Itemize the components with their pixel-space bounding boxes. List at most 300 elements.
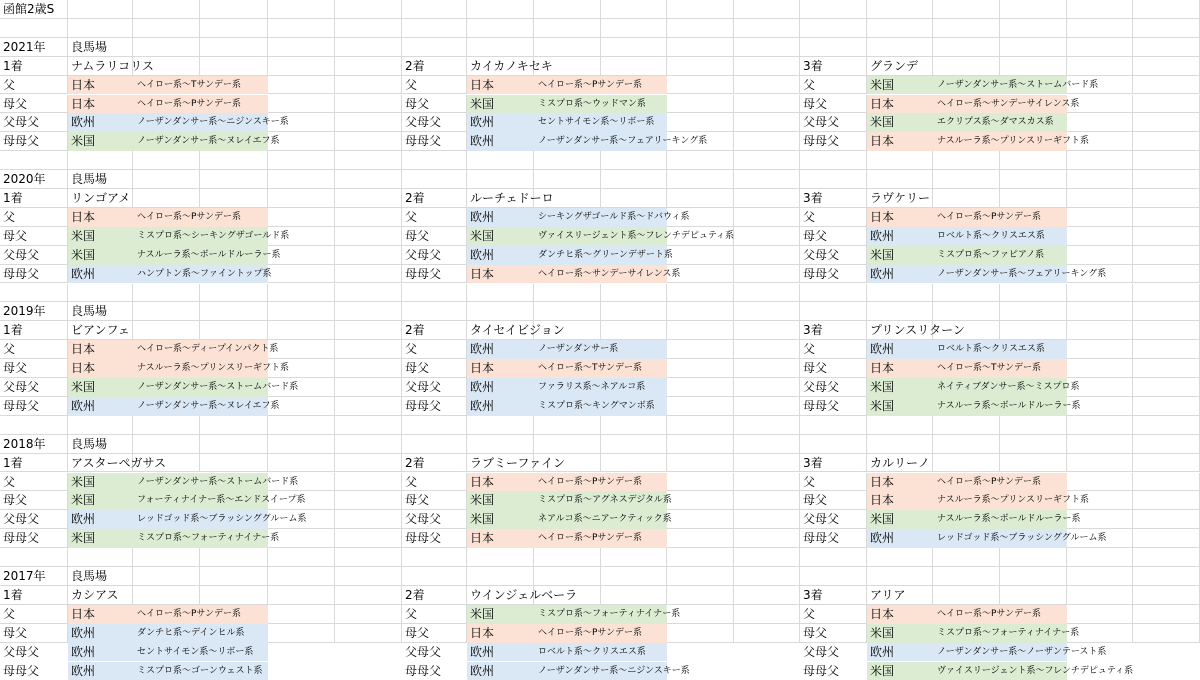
grid-cell[interactable] [1133,605,1200,624]
grid-cell[interactable] [335,57,402,76]
grid-cell[interactable] [734,510,800,529]
grid-cell[interactable] [68,416,133,435]
grid-cell[interactable] [667,624,734,643]
grid-cell[interactable] [1133,321,1200,340]
grid-cell[interactable] [800,567,867,586]
grid-cell[interactable] [800,416,867,435]
grid-cell[interactable] [335,491,402,510]
grid-cell[interactable] [335,0,402,19]
grid-cell[interactable] [1133,284,1200,303]
grid-cell[interactable] [867,548,933,567]
sire-line-cell: ヘイロー系～Pサンデー系 [933,605,1067,624]
grid-cell[interactable] [467,302,534,321]
grid-cell[interactable] [467,416,534,435]
grid-cell[interactable] [335,189,402,208]
grid-cell[interactable] [467,567,534,586]
grid-cell[interactable] [1133,435,1200,454]
grid-cell[interactable] [667,113,734,132]
grid-cell[interactable] [534,435,601,454]
grid-cell[interactable] [601,19,667,38]
grid-cell[interactable] [467,0,534,19]
grid-cell[interactable] [467,38,534,57]
grid-cell[interactable] [734,113,800,132]
grid-cell[interactable] [933,151,1000,170]
grid-cell[interactable] [534,0,601,19]
grid-cell[interactable] [867,284,933,303]
grid-cell[interactable] [734,246,800,265]
grid-cell[interactable] [200,38,268,57]
grid-cell[interactable] [1067,321,1133,340]
grid-cell[interactable] [933,548,1000,567]
grid-cell[interactable] [867,416,933,435]
grid-cell[interactable] [734,284,800,303]
grid-cell[interactable] [402,548,467,567]
grid-cell[interactable] [1067,567,1133,586]
grid-cell[interactable] [1133,208,1200,227]
grid-cell[interactable] [534,38,601,57]
grid-cell[interactable] [200,19,268,38]
grid-cell[interactable] [667,378,734,397]
grid-cell[interactable] [667,548,734,567]
grid-cell[interactable] [734,491,800,510]
grid-cell[interactable] [534,19,601,38]
grid-cell[interactable] [402,38,467,57]
grid-cell[interactable] [734,95,800,114]
grid-cell[interactable] [335,302,402,321]
grid-cell[interactable] [335,416,402,435]
grid-cell[interactable] [667,473,734,492]
grid-cell[interactable] [601,548,667,567]
grid-cell[interactable] [933,170,1000,189]
grid-cell[interactable] [734,19,800,38]
grid-cell[interactable] [268,454,335,473]
grid-cell[interactable] [1133,76,1200,95]
grid-cell[interactable] [1133,151,1200,170]
grid-cell[interactable] [601,302,667,321]
grid-cell[interactable] [800,0,867,19]
grid-cell[interactable] [667,567,734,586]
grid-cell[interactable] [268,170,335,189]
grid-cell[interactable] [1133,529,1200,548]
grid-cell[interactable] [734,302,800,321]
grid-cell[interactable] [268,567,335,586]
grid-cell[interactable] [734,340,800,359]
grid-cell[interactable] [268,435,335,454]
grid-cell[interactable] [467,548,534,567]
grid-cell[interactable] [1067,151,1133,170]
grid-cell[interactable] [335,19,402,38]
grid-cell[interactable] [402,567,467,586]
grid-cell[interactable] [68,284,133,303]
grid-cell[interactable] [1133,57,1200,76]
grid-cell[interactable] [1133,0,1200,19]
grid-cell[interactable] [667,321,734,340]
grid-cell[interactable] [1133,340,1200,359]
grid-cell[interactable] [1000,151,1067,170]
grid-cell[interactable] [268,76,335,95]
grid-cell[interactable] [133,567,200,586]
grid-cell[interactable] [1133,132,1200,151]
grid-cell[interactable] [335,170,402,189]
grid-cell[interactable] [867,151,933,170]
grid-cell[interactable] [734,378,800,397]
grid-cell[interactable] [133,416,200,435]
grid-cell[interactable] [734,567,800,586]
grid-cell[interactable] [734,170,800,189]
grid-cell[interactable] [667,529,734,548]
grid-cell[interactable] [667,284,734,303]
grid-cell[interactable] [402,151,467,170]
grid-cell[interactable] [734,586,800,605]
grid-cell[interactable] [1133,416,1200,435]
grid-cell[interactable] [268,340,335,359]
grid-cell[interactable] [1000,38,1067,57]
grid-cell[interactable] [867,567,933,586]
grid-cell[interactable] [335,113,402,132]
grid-cell[interactable] [667,586,734,605]
grid-cell[interactable] [1067,340,1133,359]
grid-cell[interactable] [1067,227,1133,246]
grid-cell[interactable] [734,265,800,284]
grid-cell[interactable] [268,265,335,284]
grid-cell[interactable] [867,435,933,454]
grid-cell[interactable] [667,76,734,95]
grid-cell[interactable] [268,284,335,303]
grid-cell[interactable] [335,605,402,624]
grid-cell[interactable] [667,454,734,473]
grid-cell[interactable] [0,284,68,303]
grid-cell[interactable] [68,19,133,38]
grid-cell[interactable] [335,76,402,95]
grid-cell[interactable] [1133,170,1200,189]
grid-cell[interactable] [601,0,667,19]
grid-cell[interactable] [667,510,734,529]
grid-cell[interactable] [1067,416,1133,435]
grid-cell[interactable] [268,95,335,114]
grid-cell[interactable] [1067,38,1133,57]
grid-cell[interactable] [601,567,667,586]
grid-cell[interactable] [933,567,1000,586]
grid-cell[interactable] [734,359,800,378]
grid-cell[interactable] [1000,548,1067,567]
grid-cell[interactable] [1133,624,1200,643]
grid-cell[interactable] [467,435,534,454]
grid-cell[interactable] [133,0,200,19]
grid-cell[interactable] [1133,586,1200,605]
grid-cell[interactable] [734,435,800,454]
grid-cell[interactable] [734,76,800,95]
grid-cell[interactable] [268,586,335,605]
grid-cell[interactable] [933,284,1000,303]
grid-cell[interactable] [1133,454,1200,473]
grid-cell[interactable] [0,416,68,435]
grid-cell[interactable] [1000,567,1067,586]
grid-cell[interactable] [734,548,800,567]
grid-cell[interactable] [268,321,335,340]
grid-cell[interactable] [1133,491,1200,510]
grid-cell[interactable] [867,170,933,189]
grid-cell[interactable] [0,151,68,170]
grid-cell[interactable] [335,38,402,57]
grid-cell[interactable] [534,284,601,303]
grid-cell[interactable] [335,265,402,284]
grid-cell[interactable] [534,170,601,189]
grid-cell[interactable] [1067,57,1133,76]
grid-cell[interactable] [933,19,1000,38]
grid-cell[interactable] [1067,284,1133,303]
grid-cell[interactable] [867,38,933,57]
grid-cell[interactable] [601,435,667,454]
grid-cell[interactable] [133,302,200,321]
grid-cell[interactable] [1067,170,1133,189]
grid-cell[interactable] [800,19,867,38]
grid-cell[interactable] [1067,548,1133,567]
grid-cell[interactable] [133,284,200,303]
grid-cell[interactable] [667,95,734,114]
grid-cell[interactable] [1133,548,1200,567]
grid-cell[interactable] [800,284,867,303]
grid-cell[interactable] [1133,246,1200,265]
grid-cell[interactable] [1133,19,1200,38]
grid-cell[interactable] [1067,605,1133,624]
grid-cell[interactable] [335,208,402,227]
grid-cell[interactable] [268,19,335,38]
grid-cell[interactable] [734,454,800,473]
grid-cell[interactable] [667,0,734,19]
grid-cell[interactable] [200,284,268,303]
grid-cell[interactable] [200,151,268,170]
grid-cell[interactable] [667,170,734,189]
grid-cell[interactable] [734,321,800,340]
grid-cell[interactable] [1133,567,1200,586]
grid-cell[interactable] [467,170,534,189]
grid-cell[interactable] [601,151,667,170]
grid-cell[interactable] [200,302,268,321]
grid-cell[interactable] [335,473,402,492]
grid-cell[interactable] [1000,0,1067,19]
grid-cell[interactable] [867,302,933,321]
grid-cell[interactable] [734,529,800,548]
grid-cell[interactable] [268,208,335,227]
grid-cell[interactable] [268,624,335,643]
grid-cell[interactable] [534,302,601,321]
grid-cell[interactable] [467,151,534,170]
grid-cell[interactable] [534,548,601,567]
grid-cell[interactable] [933,435,1000,454]
grid-cell[interactable] [335,454,402,473]
grid-cell[interactable] [402,0,467,19]
grid-cell[interactable] [200,416,268,435]
grid-cell[interactable] [200,548,268,567]
grid-cell[interactable] [335,151,402,170]
grid-cell[interactable] [1133,95,1200,114]
grid-cell[interactable] [335,624,402,643]
grid-cell[interactable] [601,416,667,435]
grid-cell[interactable] [133,170,200,189]
grid-cell[interactable] [1000,302,1067,321]
grid-cell[interactable] [68,548,133,567]
grid-cell[interactable] [734,416,800,435]
grid-cell[interactable] [133,38,200,57]
grid-cell[interactable] [1067,246,1133,265]
grid-cell[interactable] [1133,265,1200,284]
grid-cell[interactable] [402,302,467,321]
grid-cell[interactable] [68,151,133,170]
grid-cell[interactable] [335,340,402,359]
grid-cell[interactable] [133,19,200,38]
grid-cell[interactable] [667,340,734,359]
grid-cell[interactable] [933,302,1000,321]
grid-cell[interactable] [402,435,467,454]
grid-cell[interactable] [0,548,68,567]
grid-cell[interactable] [1133,302,1200,321]
grid-cell[interactable] [268,416,335,435]
grid-cell[interactable] [734,473,800,492]
grid-cell[interactable] [667,416,734,435]
grid-cell[interactable] [734,38,800,57]
grid-cell[interactable] [335,284,402,303]
grid-cell[interactable] [867,19,933,38]
grid-cell[interactable] [1067,586,1133,605]
grid-cell[interactable] [1067,189,1133,208]
grid-cell[interactable] [268,151,335,170]
grid-cell[interactable] [335,567,402,586]
grid-cell[interactable] [800,151,867,170]
grid-cell[interactable] [734,624,800,643]
grid-cell[interactable] [200,170,268,189]
grid-cell[interactable] [1067,208,1133,227]
grid-cell[interactable] [734,57,800,76]
grid-cell[interactable] [667,151,734,170]
grid-cell[interactable] [1133,189,1200,208]
grid-cell[interactable] [534,567,601,586]
grid-cell[interactable] [534,416,601,435]
grid-cell[interactable] [800,302,867,321]
grid-cell[interactable] [667,491,734,510]
grid-cell[interactable] [268,38,335,57]
grid-cell[interactable] [1067,454,1133,473]
grid-cell[interactable] [133,151,200,170]
grid-cell[interactable] [734,132,800,151]
grid-cell[interactable] [933,416,1000,435]
grid-cell[interactable] [800,170,867,189]
grid-cell[interactable] [268,605,335,624]
grid-cell[interactable] [1133,397,1200,416]
grid-cell[interactable] [268,57,335,76]
grid-cell[interactable] [335,132,402,151]
grid-cell[interactable] [1067,113,1133,132]
grid-cell[interactable] [1133,227,1200,246]
grid-cell[interactable] [667,38,734,57]
grid-cell[interactable] [268,189,335,208]
grid-cell[interactable] [667,397,734,416]
grid-cell[interactable] [402,170,467,189]
grid-cell[interactable] [335,359,402,378]
grid-cell[interactable] [402,416,467,435]
grid-cell[interactable] [1133,510,1200,529]
grid-cell[interactable] [335,510,402,529]
grid-cell[interactable] [601,284,667,303]
grid-cell[interactable] [1067,19,1133,38]
grid-cell[interactable] [1067,473,1133,492]
grid-cell[interactable] [933,0,1000,19]
grid-cell[interactable] [335,548,402,567]
grid-cell[interactable] [601,170,667,189]
grid-cell[interactable] [268,548,335,567]
grid-cell[interactable] [1133,359,1200,378]
grid-cell[interactable] [867,0,933,19]
grid-cell[interactable] [1067,435,1133,454]
grid-cell[interactable] [335,529,402,548]
grid-cell[interactable] [734,605,800,624]
grid-cell[interactable] [667,435,734,454]
grid-cell[interactable] [133,435,200,454]
grid-cell[interactable] [1000,435,1067,454]
grid-cell[interactable] [335,227,402,246]
grid-cell[interactable] [667,359,734,378]
grid-cell[interactable] [1133,473,1200,492]
grid-cell[interactable] [734,227,800,246]
grid-cell[interactable] [1133,38,1200,57]
grid-cell[interactable] [268,302,335,321]
grid-cell[interactable] [200,435,268,454]
grid-cell[interactable] [467,284,534,303]
grid-cell[interactable] [667,189,734,208]
grid-cell[interactable] [800,38,867,57]
grid-cell[interactable] [1000,416,1067,435]
grid-cell[interactable] [335,246,402,265]
grid-cell[interactable] [534,151,601,170]
grid-cell[interactable] [1067,359,1133,378]
grid-cell[interactable] [1133,378,1200,397]
grid-cell[interactable] [734,208,800,227]
grid-cell[interactable] [933,38,1000,57]
grid-cell[interactable] [335,435,402,454]
grid-cell[interactable] [734,397,800,416]
grid-cell[interactable] [734,0,800,19]
grid-cell[interactable] [601,38,667,57]
grid-cell[interactable] [133,548,200,567]
grid-cell[interactable] [667,246,734,265]
grid-cell[interactable] [1000,19,1067,38]
grid-cell[interactable] [1067,0,1133,19]
grid-cell[interactable] [1000,284,1067,303]
grid-cell[interactable] [1067,302,1133,321]
grid-cell[interactable] [335,321,402,340]
grid-cell[interactable] [200,0,268,19]
grid-cell[interactable] [667,19,734,38]
grid-cell[interactable] [268,0,335,19]
grid-cell[interactable] [402,284,467,303]
grid-cell[interactable] [335,378,402,397]
grid-cell[interactable] [402,19,467,38]
grid-cell[interactable] [1133,113,1200,132]
grid-cell[interactable] [1000,170,1067,189]
grid-cell[interactable] [335,397,402,416]
grid-cell[interactable] [667,302,734,321]
grid-cell[interactable] [200,567,268,586]
grid-cell[interactable] [734,189,800,208]
grid-cell[interactable] [667,57,734,76]
grid-cell[interactable] [800,435,867,454]
grid-cell[interactable] [800,548,867,567]
year-label: 2020年 [0,170,68,189]
grid-cell[interactable] [734,151,800,170]
grid-cell[interactable] [335,95,402,114]
grid-cell[interactable] [0,19,68,38]
grid-cell[interactable] [335,586,402,605]
grid-cell[interactable] [467,19,534,38]
